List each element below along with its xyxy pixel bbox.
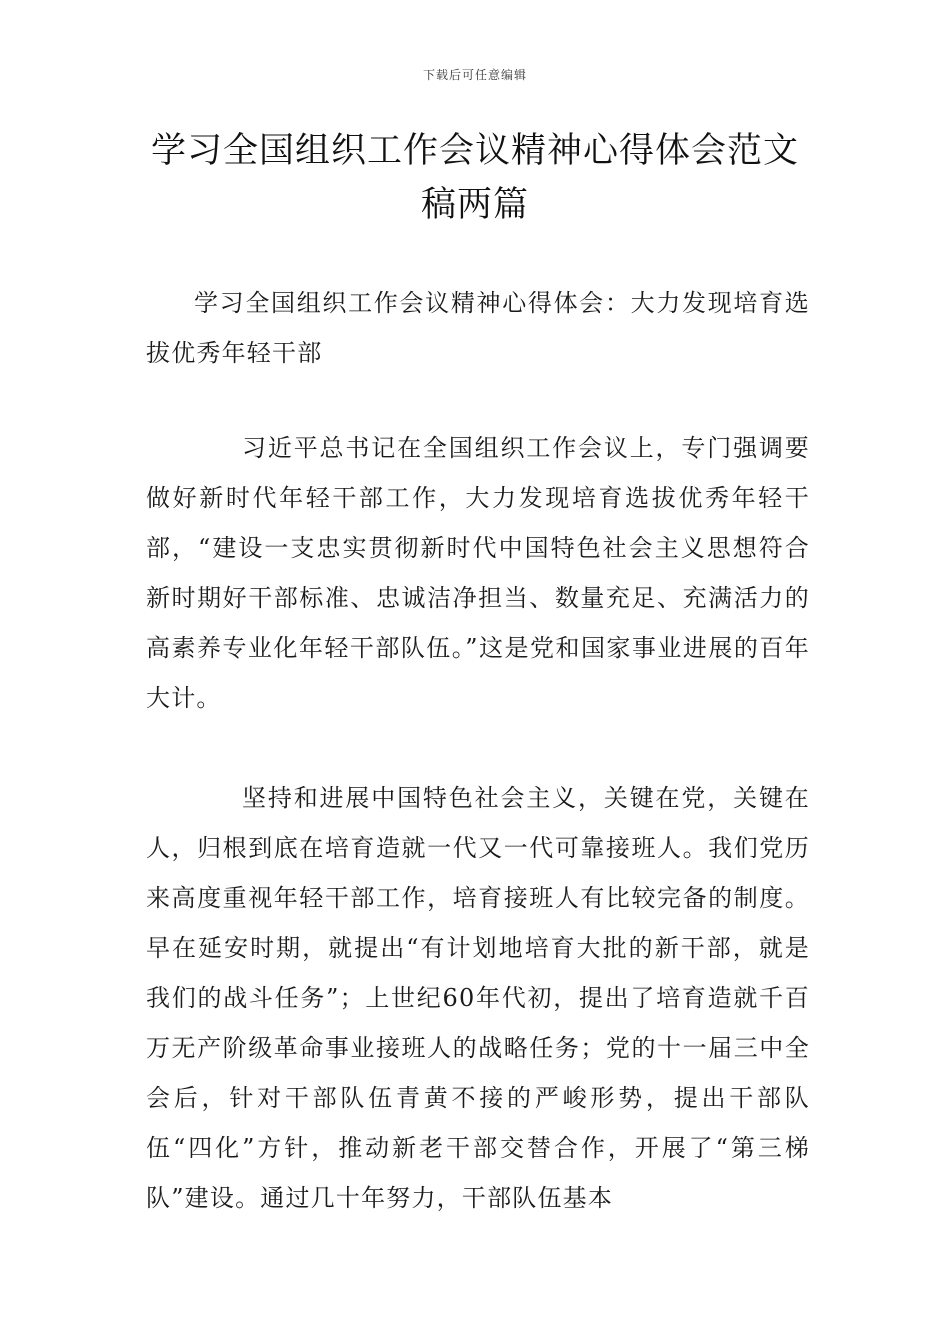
section-subtitle: 学习全国组织工作会议精神心得体会：大力发现培育选拔优秀年轻干部 [146, 289, 810, 367]
paragraph-2: 坚持和进展中国特色社会主义，关键在党，关键在人，归根到底在培育造就一代又一代可靠接班人。我们党历来高度重视年轻干部工作，培育接班人有比较完备的制度。早在延安时期，就提出“有计划地培育大批的新干部，就是我们的战斗任务”；上世纪60年代初，提出了培育造就千百万无产阶级革命事业接班人的战略任务；党的十一届三中全会后，针对干部队伍青黄不接的严峻形势，提出干部队伍“四化”方针，推动新老干部交替合作，开展了“第三梯队”建设。通过几十年努力，干部队伍基本 [146, 784, 810, 1212]
document-title: 学习全国组织工作会议精神心得体会范文稿两篇 [150, 131, 799, 225]
header-note: 下载后可任意编辑 [422, 68, 527, 82]
paragraph-1: 习近平总书记在全国组织工作会议上，专门强调要做好新时代年轻干部工作，大力发现培育选拔优秀年轻干部，“建设一支忠实贯彻新时代中国特色社会主义思想符合新时期好干部标准、忠诚洁净担当、数量充足、充满活力的高素养专业化年轻干部队伍。”这是党和国家事业进展的百年大计。 [146, 434, 810, 712]
